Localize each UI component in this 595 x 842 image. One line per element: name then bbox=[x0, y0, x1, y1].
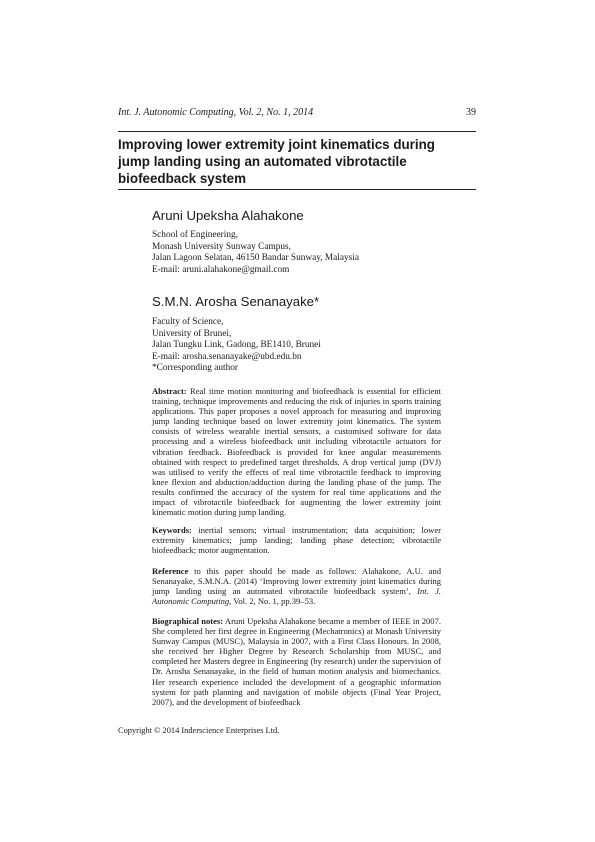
affiliation-line: Faculty of Science, bbox=[152, 317, 224, 327]
title-rule-bottom bbox=[118, 189, 476, 190]
page-number: 39 bbox=[466, 107, 476, 118]
abstract bbox=[152, 386, 441, 517]
reference-volume: , Vol. 2, No. 1, pp.39–53. bbox=[229, 596, 316, 607]
affiliation-line: Jalan Tungku Link, Gadong, BE1410, Brunei bbox=[152, 340, 321, 350]
keywords-text: inertial sensors; virtual instrumentation; data acquisition; lower extremity kinematics; jump landing; landing phase detection; vibrotactile biofeedback; motor augmentation. bbox=[152, 525, 441, 556]
corresponding-author-note: *Corresponding author bbox=[152, 363, 238, 373]
reference-journal: Int. J. Autonomic Computing bbox=[152, 586, 441, 607]
author-email: E-mail: arosha.senanayake@ubd.edu.bn bbox=[152, 351, 302, 362]
reference-text: to this paper should be made as follows: Alahakone, A.U. and Senanayake, S.M.N.A. (2014) ‘Improving lower extremity joint kinematics during jump landing using an automated vibrotactile biofeedback system’, bbox=[152, 566, 441, 597]
abstract-text: Real time motion monitoring and biofeedback is essential for efficient training, technique improvements and reducing the risk of injuries in sports training applications. This paper proposes a novel approach for measuring and improving jump landing technique based on lower extremity joint kinematics. The system consists of wireless wearable inertial sensors, a customised software for data processing and a wireless biofeedback unit including vibrotactile actuators for vibration feedback. Biofeedback is provided for knee angular measurements obtained with respect to predefined target thresholds. A drop vertical jump (DVJ) was utilised to verify the effects of real time vibrotactile feedback to improving knee flexion and abduction/adduction during the landing phase of the jump. The results confirmed the accuracy of the system for real time applications and the impact of vibrotactile biofeedback for augmenting the lower extremity joint kinematic motion during jump landing. bbox=[152, 386, 441, 518]
biographical-notes bbox=[152, 616, 441, 707]
reference-note bbox=[152, 566, 441, 606]
author-name: Aruni Upeksha Alahakone bbox=[152, 208, 304, 223]
copyright-footer: Copyright © 2014 Inderscience Enterprises Ltd. bbox=[118, 726, 280, 735]
keywords bbox=[152, 525, 441, 555]
author-email: E-mail: aruni.alahakone@gmail.com bbox=[152, 264, 290, 275]
keywords-label: Keywords: bbox=[152, 525, 192, 535]
author-affiliation bbox=[152, 230, 476, 276]
paper-title: Improving lower extremity joint kinematics during jump landing using an automated vibrotactile biofeedback system bbox=[118, 137, 435, 186]
affiliation-line: University of Brunei, bbox=[152, 328, 232, 339]
bio-text: Aruni Upeksha Alahakone became a member of IEEE in 2007. She completed her first degree in Engineering (Mechatronics) at Monash University Sunway Campus (MUSC), Malaysia in 2007, with a First Class Honours. In 2008, she received her Higher Degree by Research Scholarship from MUSC, and completed her Masters degree in Engineering (by research) under the supervision of Dr. Arosha Senanayake, in the field of human motion analysis and biomechanics. Her research experience included the development of a geographic information system for path planning and navigation of mobile objects (Final Year Project, 2007), and the development of biofeedback bbox=[152, 616, 441, 707]
author-affiliation bbox=[152, 317, 476, 375]
running-head: Int. J. Autonomic Computing, Vol. 2, No. 1, 2014 bbox=[118, 107, 314, 118]
bio-label: Biographical notes: bbox=[152, 616, 224, 626]
abstract-label: Abstract: bbox=[152, 386, 187, 396]
affiliation-line: Monash University Sunway Campus, bbox=[152, 241, 291, 252]
reference-label: Reference bbox=[152, 566, 189, 576]
title-rule-top bbox=[118, 131, 476, 132]
affiliation-line: School of Engineering, bbox=[152, 230, 238, 240]
affiliation-line: Jalan Lagoon Selatan, 46150 Bandar Sunway, Malaysia bbox=[152, 253, 359, 263]
author-name: S.M.N. Arosha Senanayake* bbox=[152, 294, 320, 309]
